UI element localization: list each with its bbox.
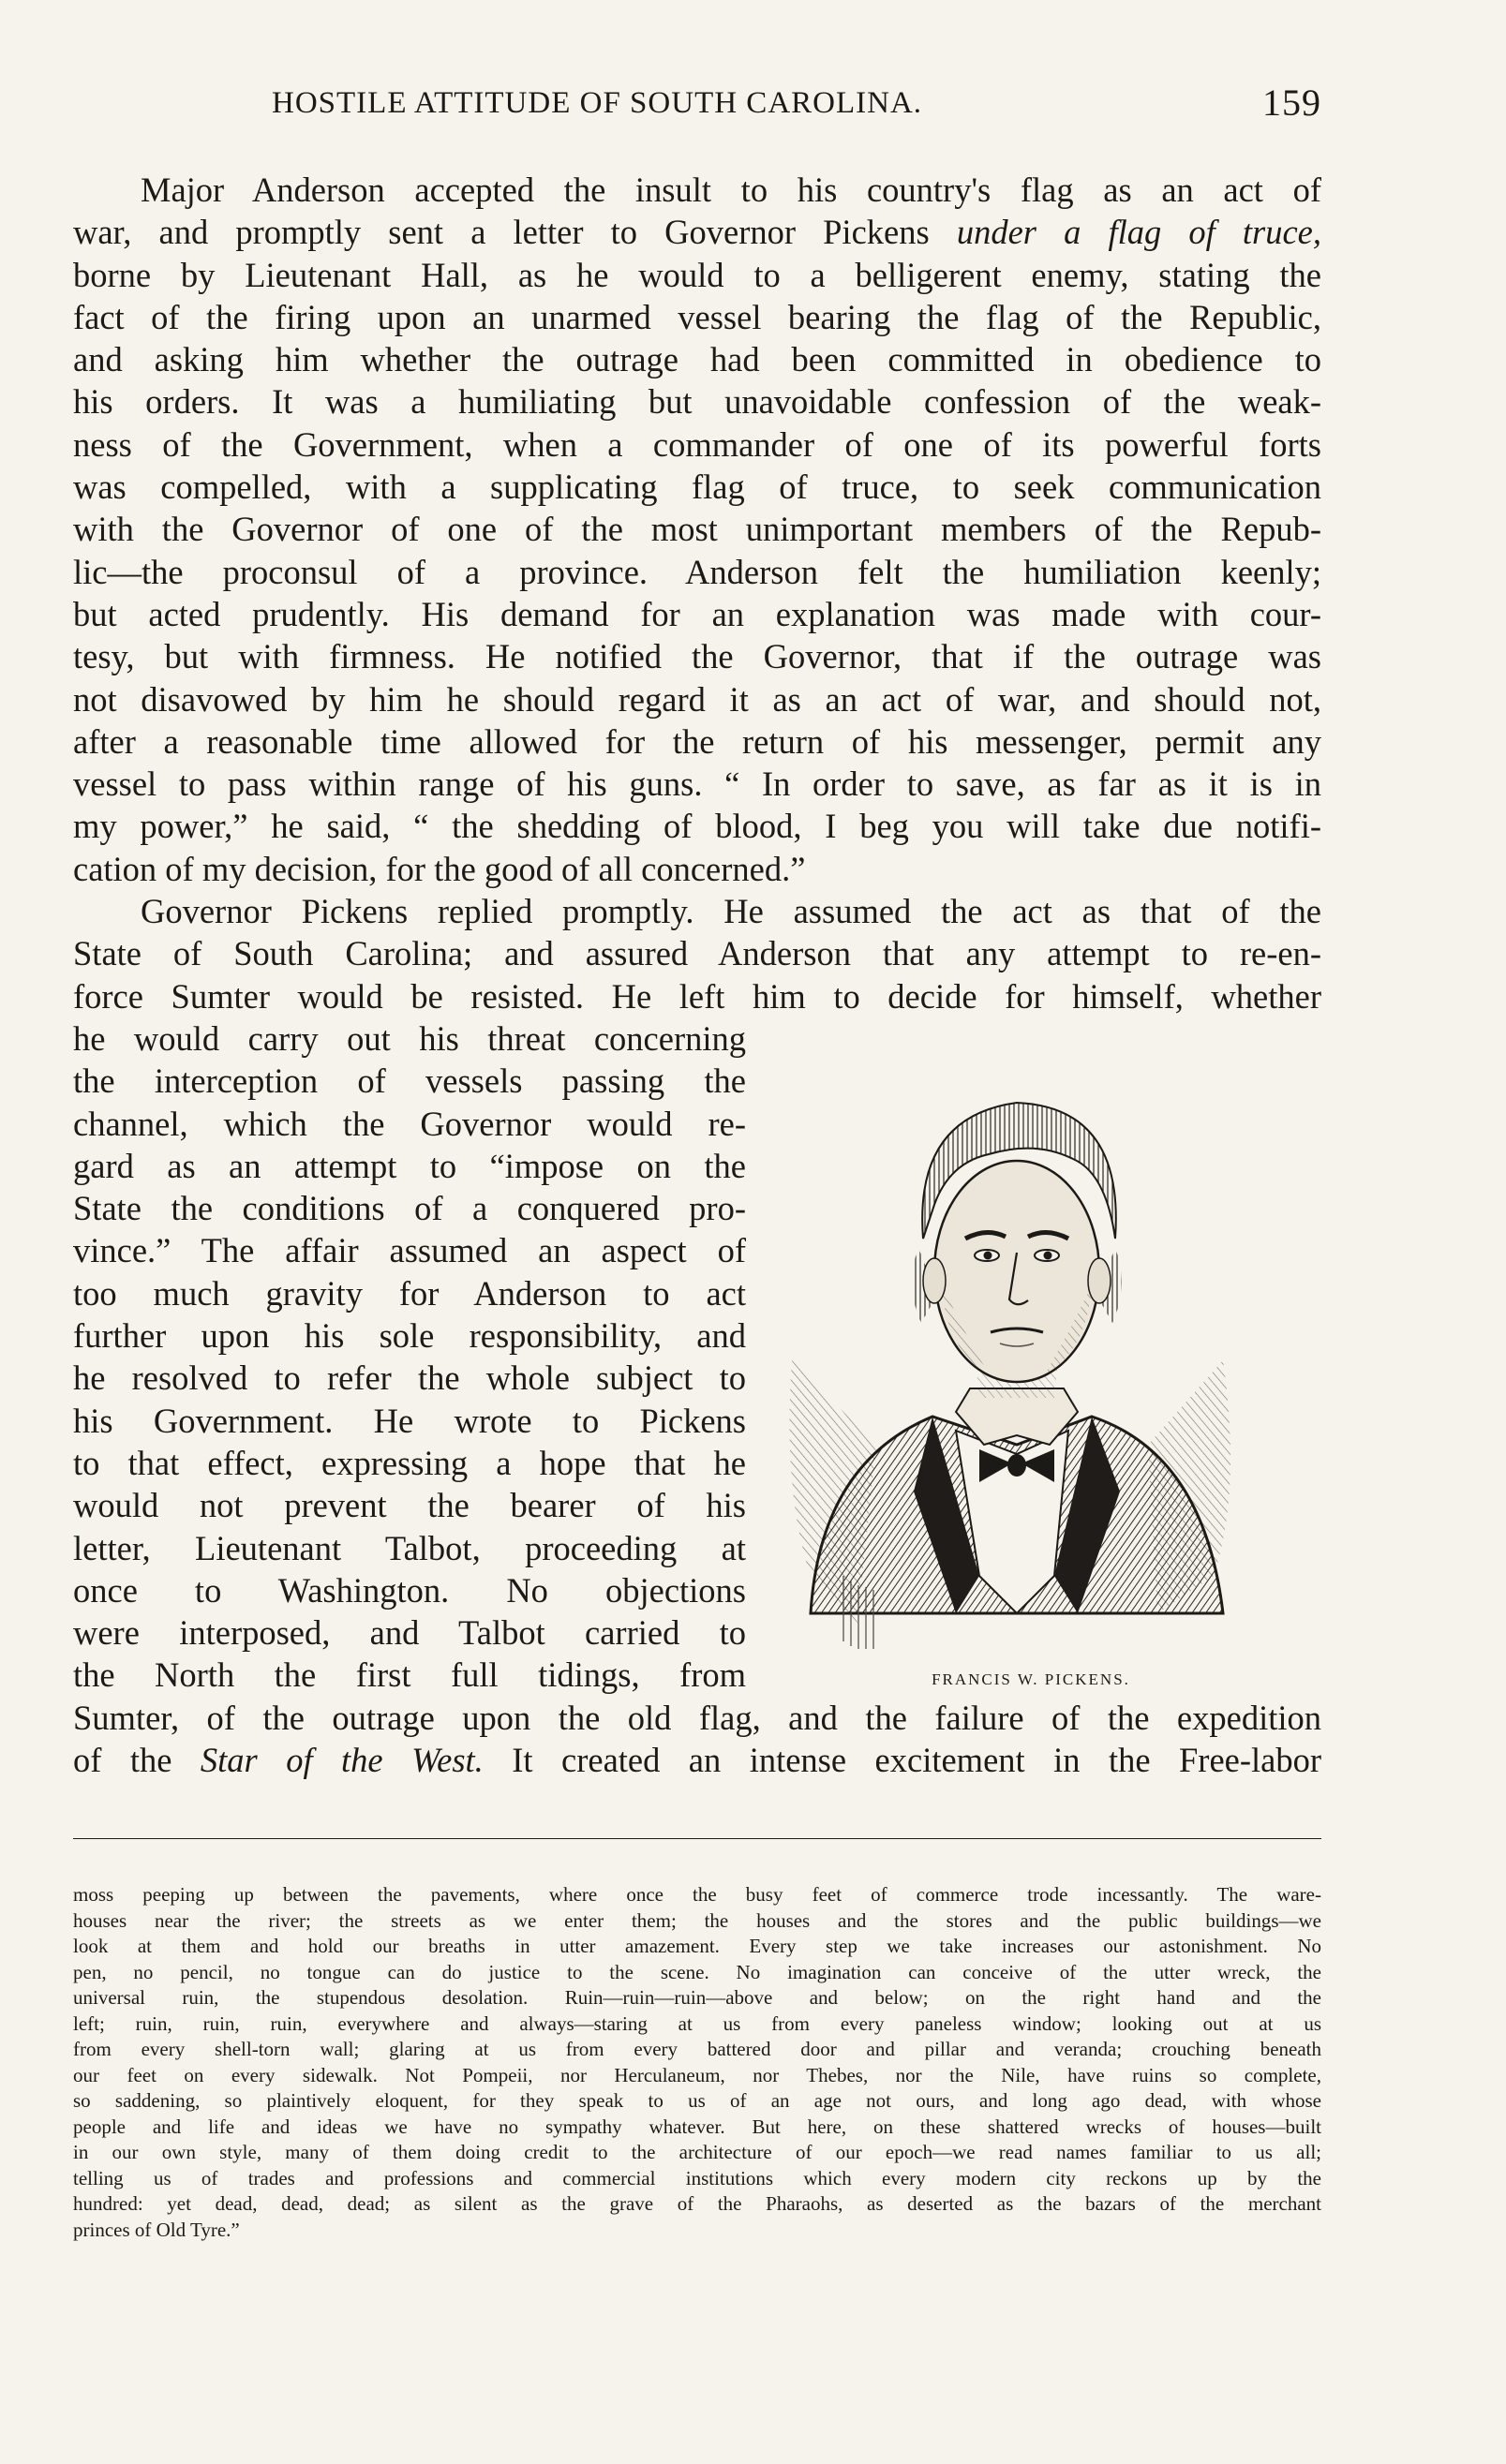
portrait-engraving	[754, 1051, 1279, 1651]
footnote-line: universal ruin, the stupendous desolation. Ruin—ruin—ruin—above and below; on the right hand and the	[73, 1986, 1321, 2009]
footnote-line: in our own style, many of them doing credit to the architecture of our epoch—we read names familiar to us all;	[73, 2141, 1321, 2163]
footnote-rule	[73, 1838, 1321, 1839]
text-line: once to Washington. No objections	[73, 1570, 746, 1610]
text-line: borne by Lieutenant Hall, as he would to a belligerent enemy, stating the	[73, 255, 1321, 294]
footnote-line: look at them and hold our breaths in utter amazement. Every step we take increases our astonishment. No	[73, 1935, 1321, 1957]
text-line: Sumter, of the outrage upon the old flag, and the failure of the expedition	[73, 1698, 1321, 1737]
text-line: State the conditions of a conquered pro-	[73, 1189, 746, 1228]
footnote-line: pen, no pencil, no tongue can do justice to the scene. No imagination can conceive of the utter wreck, the	[73, 1960, 1321, 1983]
text-line: force Sumter would be resisted. He left him to decide for himself, whether	[73, 976, 1321, 1016]
text-line: lic—the proconsul of a province. Anderson felt the humiliation keenly;	[73, 552, 1321, 591]
footnote-line: moss peeping up between the pavements, where once the busy feet of commerce trode incessantly. The ware-	[73, 1883, 1321, 1906]
text-line: letter, Lieutenant Talbot, proceeding at	[73, 1528, 746, 1567]
text-line: ness of the Government, when a commander of one of its powerful forts	[73, 424, 1321, 464]
footnote-line: telling us of trades and professions and commercial institutions which every modern city reckons up by the	[73, 2166, 1321, 2189]
footnote-line: people and life and ideas we have no sympathy whatever. But here, on these shattered wrecks of houses—built	[73, 2115, 1321, 2138]
text-line: my power,” he said, “ the shedding of blood, I beg you will take due notifi-	[73, 807, 1321, 846]
page-number: 159	[1262, 82, 1321, 124]
text-line: the interception of vessels passing the	[73, 1061, 746, 1101]
italic-phrase: under a flag of truce,	[956, 213, 1321, 252]
text-line: were interposed, and Talbot carried to	[73, 1613, 746, 1653]
text-line: of the Star of the West. It created an intense excitement in the Free-labor	[73, 1740, 1321, 1779]
text-line: would not prevent the bearer of his	[73, 1486, 746, 1525]
text-line: vessel to pass within range of his guns. “ In order to save, as far as it is in	[73, 764, 1321, 804]
text-line: with the Governor of one of the most unimportant members of the Repub-	[73, 510, 1321, 549]
ship-name: Star of the West.	[200, 1740, 484, 1779]
text-line: was compelled, with a supplicating flag of truce, to seek communication	[73, 468, 1321, 507]
text-line: State of South Carolina; and assured Anderson that any attempt to re-en-	[73, 934, 1321, 973]
running-head	[272, 82, 1321, 133]
portrait-illustration	[754, 1051, 1279, 1651]
text-line: his orders. It was a humiliating but unavoidable confession of the weak-	[73, 382, 1321, 422]
text-line: Major Anderson accepted the insult to his country's flag as an act of	[141, 171, 1321, 209]
footnote-line: hundred: yet dead, dead, dead; as silent as the grave of the Pharaohs, as deserted as the bazars of the merchant	[73, 2192, 1321, 2215]
text-line: he resolved to refer the whole subject to	[73, 1358, 746, 1398]
text-line: fact of the firing upon an unarmed vessel bearing the flag of the Republic,	[73, 297, 1321, 336]
text-line: not disavowed by him he should regard it as an act of war, and should not,	[73, 679, 1321, 719]
text-line: too much gravity for Anderson to act	[73, 1273, 746, 1313]
text-line: to that effect, expressing a hope that he	[73, 1443, 746, 1482]
text-line: gard as an attempt to “impose on the	[73, 1146, 746, 1185]
text-line: tesy, but with firmness. He notified the Governor, that if the outrage was	[73, 637, 1321, 676]
text-line: the North the first full tidings, from	[73, 1655, 746, 1695]
text-line: channel, which the Governor would re-	[73, 1104, 746, 1143]
text-line: and asking him whether the outrage had been committed in obedience to	[73, 340, 1321, 379]
footnote-line: so saddening, so plaintively eloquent, for they speak to us of an age not ours, and long ago dead, with whose	[73, 2089, 1321, 2112]
footnote	[73, 1882, 1321, 2243]
text-line: but acted prudently. His demand for an explanation was made with cour-	[73, 594, 1321, 633]
footnote-line: from every shell-torn wall; glaring at us from every battered door and pillar and veranda; crouching beneath	[73, 2038, 1321, 2060]
text-line: after a reasonable time allowed for the return of his messenger, permit any	[73, 721, 1321, 761]
text-line: he would carry out his threat concerning	[73, 1018, 746, 1058]
footnote-line: houses near the river; the streets as we enter them; the houses and the stores and the public buildings—we	[73, 1908, 1321, 1932]
text-line: further upon his sole responsibility, and	[73, 1316, 746, 1356]
text-line: his Government. He wrote to Pickens	[73, 1401, 746, 1440]
text-line: vince.” The affair assumed an aspect of	[73, 1231, 746, 1270]
portrait-caption: FRANCIS W. PICKENS.	[932, 1670, 1130, 1688]
chapter-title: HOSTILE ATTITUDE OF SOUTH CAROLINA.	[272, 86, 923, 120]
text-line: cation of my decision, for the good of all concerned.”	[73, 849, 806, 888]
footnote-line: left; ruin, ruin, ruin, everywhere and always—staring at us from every paneless window; looking out at us	[73, 2011, 1321, 2035]
text-line: war, and promptly sent a letter to Governor Pickens under a flag of truce,	[73, 213, 1321, 252]
footnote-line: princes of Old Tyre.”	[73, 2218, 240, 2241]
footnote-line: our feet on every sidewalk. Not Pompeii, nor Herculaneum, nor Thebes, nor the Nile, have ruins so complete,	[73, 2063, 1321, 2086]
text-line: Governor Pickens replied promptly. He assumed the act as that of the	[141, 892, 1321, 931]
